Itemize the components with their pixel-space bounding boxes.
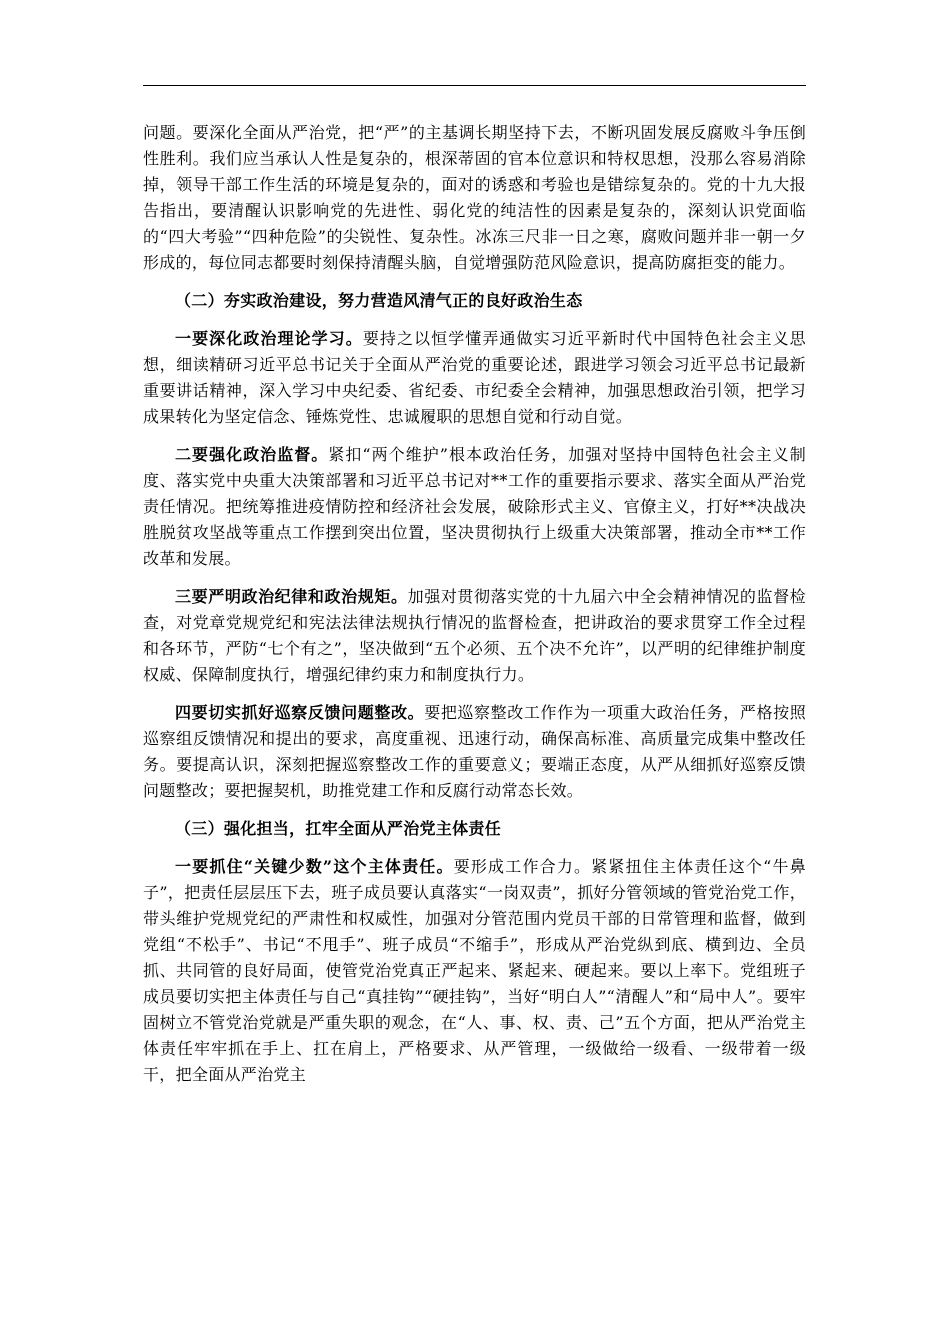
section-heading-2: （二）夯实政治建设，努力营造风清气正的良好政治生态	[175, 291, 583, 310]
paragraph-text: 加强对贯彻落实党的十九届六中全会精神情况的监督检查，对党章党规党纪和宪法法律法规执行情况的监督检查，把讲政治的要求贯穿工作全过程和各环节，严防“七个有之”，坚决做到“五个必须、五个决不允许”，以严明的纪律维护制度权威、保障制度执行，增强纪律约束力和制度执行力。	[143, 587, 807, 684]
paragraph-lead: 一要抓住“关键少数”这个主体责任。	[175, 857, 454, 876]
section-heading-3: （三）强化担当，扛牢全面从严治党主体责任	[175, 819, 502, 838]
paragraph-text: 问题。要深化全面从严治党，把“严”的主基调长期坚持下去，不断巩固发展反腐败斗争压倒性胜利。我们应当承认人性是复杂的，根深蒂固的官本位意识和特权思想，没那么容易消除掉，领导干部工作生活的环境是复杂的，面对的诱惑和考验也是错综复杂的。党的十九大报告指出，要清醒认识影响党的先进性、弱化党的纯洁性的因素是复杂的，深刻认识党面临的“四大考验”“四种危险”的尖锐性、复杂性。冰冻三尺非一日之寒，腐败问题并非一朝一夕形成的，每位同志都要时刻保持清醒头脑，自觉增强防范风险意识，提高防腐拒变的能力。	[143, 123, 806, 272]
paragraph-lead: 四要切实抓好巡察反馈问题整改。	[175, 703, 425, 722]
paragraph-text: 要形成工作合力。紧紧扭住主体责任这个“牛鼻子”，把责任层层压下去，班子成员要认真落实“一岗双责”，抓好分管领域的管党治党工作，带头维护党规党纪的严肃性和权威性，加强对分管范围内党员干部的日常管理和监督，做到党组“不松手”、书记“不甩手”、班子成员“不缩手”，形成从严治党纵到底、横到边、全员抓、共同管的良好局面，使管党治党真正严起来、紧起来、硬起来。要以上率下。党组班子成员要切实把主体责任与自己“真挂钩”“硬挂钩”，当好“明白人”“清醒人”和“局中人”。要牢固树立不管党治党就是严重失职的观念，在“人、事、权、责、己”五个方面，把从严治党主体责任牢牢抓在手上、扛在肩上，严格要求、从严管理，一级做给一级看、一级带着一级干，把全面从严治党主	[143, 857, 806, 1084]
header-rule	[143, 85, 806, 86]
document-body	[143, 120, 806, 1100]
paragraph-text: 紧扣“两个维护”根本政治任务，加强对坚持中国特色社会主义制度、落实党中央重大决策部署和习近平总书记对**工作的重要指示要求、落实全面从严治党责任情况。把统筹推进疫情防控和经济社会发展，破除形式主义、官僚主义，打好**决战决胜脱贫攻坚战等重点工作摆到突出位置，坚决贯彻执行上级重大决策部署，推动全市**工作改革和发展。	[143, 445, 806, 568]
paragraph-text: 要把巡察整改工作作为一项重大政治任务，严格按照巡察组反馈情况和提出的要求，高度重视、迅速行动，确保高标准、高质量完成集中整改任务。要提高认识，深刻把握巡察整改工作的重要意义；要端正态度，从严从细抓好巡察反馈问题整改；要把握契机，助推党建工作和反腐行动常态长效。	[143, 703, 806, 800]
paragraph-inspection-rectification	[143, 700, 806, 804]
paragraph-key-minority	[143, 854, 806, 1088]
paragraph-lead: 三要严明政治纪律和政治规矩。	[175, 587, 408, 606]
paragraph-political-supervision	[143, 442, 806, 572]
paragraph-political-discipline	[143, 584, 806, 688]
paragraph-text: 要持之以恒学懂弄通做实习近平新时代中国特色社会主义思想，细读精研习近平总书记关于全面从严治党的重要论述，跟进学习领会习近平总书记最新重要讲话精神，深入学习中央纪委、省纪委、市纪委全会精神，加强思想政治引领，把学习成果转化为坚定信念、锤炼党性、忠诚履职的思想自觉和行动自觉。	[143, 329, 806, 426]
paragraph-lead: 二要强化政治监督。	[175, 445, 329, 464]
paragraph-theory-study	[143, 326, 806, 430]
paragraph-lead: 一要深化政治理论学习。	[175, 329, 363, 348]
paragraph-continued	[143, 120, 806, 276]
